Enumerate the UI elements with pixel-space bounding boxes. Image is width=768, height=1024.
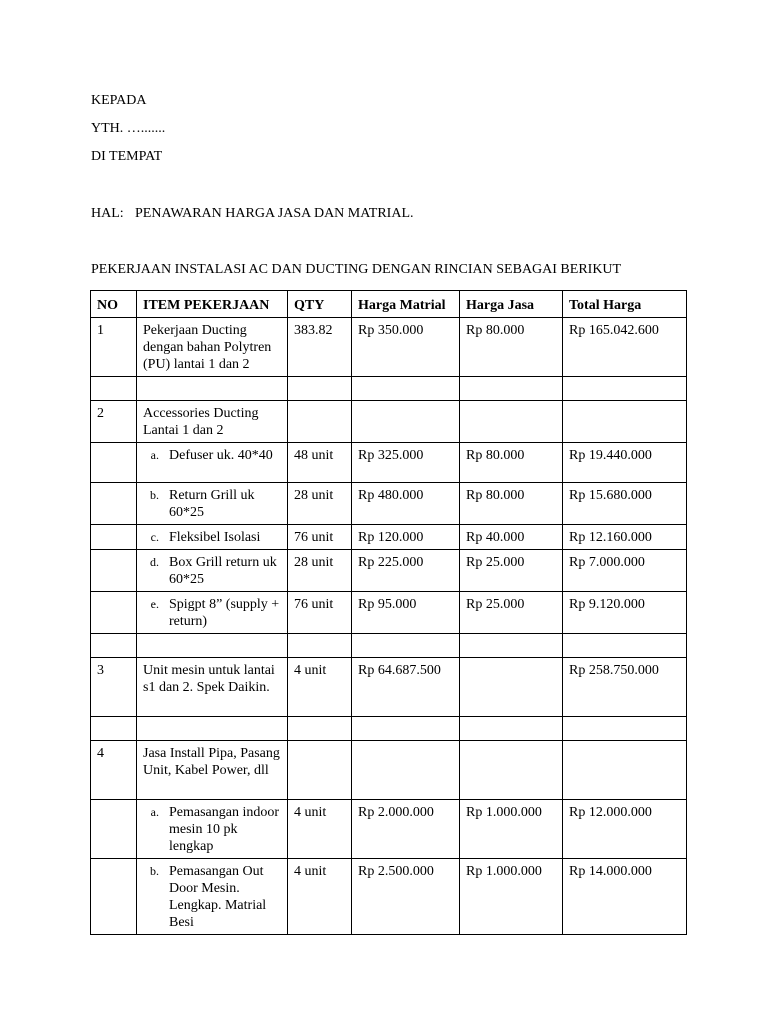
cell-jasa: Rp 25.000: [460, 592, 563, 634]
subject-text: PENAWARAN HARGA JASA DAN MATRIAL.: [135, 206, 414, 221]
cell-qty: 4 unit: [288, 800, 352, 859]
item-text: Box Grill return uk 60*25: [169, 555, 277, 587]
cell-total: Rp 7.000.000: [563, 550, 687, 592]
cell-item: [137, 443, 288, 483]
intro-text: PEKERJAAN INSTALASI AC DAN DUCTING DENGAN RINCIAN SEBAGAI BERIKUT: [91, 262, 622, 277]
col-header-matrial: Harga Matrial: [352, 291, 460, 318]
cell-jasa: Rp 1.000.000: [460, 859, 563, 935]
cell-no: 2: [91, 401, 137, 443]
item-text: Return Grill uk 60*25: [169, 488, 255, 520]
recipient-label: KEPADA: [91, 93, 147, 108]
cell-total: Rp 15.680.000: [563, 483, 687, 525]
cell-qty: 76 unit: [288, 592, 352, 634]
recipient-name: YTH. ….......: [91, 121, 166, 136]
cell-jasa: Rp 40.000: [460, 525, 563, 550]
cell-matrial: Rp 2.500.000: [352, 859, 460, 935]
cell-matrial: Rp 350.000: [352, 318, 460, 377]
cell-matrial: Rp 325.000: [352, 443, 460, 483]
cell-no: 3: [91, 658, 137, 717]
col-header-item: ITEM PEKERJAAN: [137, 291, 288, 318]
item-letter: b.: [150, 864, 159, 878]
cell-item: [137, 483, 288, 525]
cell-matrial: Rp 2.000.000: [352, 800, 460, 859]
cell-jasa: Rp 80.000: [460, 318, 563, 377]
cell-item: [137, 592, 288, 634]
cell-qty: 383.82: [288, 318, 352, 377]
col-header-no: NO: [91, 291, 137, 318]
item-text: Defuser uk. 40*40: [169, 448, 273, 463]
item-letter: d.: [150, 555, 159, 569]
table-row: [91, 859, 687, 935]
cell-jasa: Rp 25.000: [460, 550, 563, 592]
cell-jasa: Rp 80.000: [460, 443, 563, 483]
cell-matrial: Rp 225.000: [352, 550, 460, 592]
cell-item: [137, 859, 288, 935]
cell-no: 1: [91, 318, 137, 377]
table-row: [91, 658, 687, 717]
table-row: [91, 550, 687, 592]
cell-item: [137, 550, 288, 592]
table-row: [91, 741, 687, 800]
table-row: [91, 443, 687, 483]
table-row: [91, 318, 687, 377]
cell-qty: 4 unit: [288, 658, 352, 717]
cell-item: Unit mesin untuk lantai s1 dan 2. Spek Daikin.: [137, 658, 288, 717]
table-row: [91, 483, 687, 525]
cell-item: [137, 525, 288, 550]
price-table: [90, 290, 687, 935]
table-row: [91, 800, 687, 859]
cell-matrial: Rp 480.000: [352, 483, 460, 525]
cell-matrial: Rp 64.687.500: [352, 658, 460, 717]
table-row-blank: [91, 634, 687, 658]
cell-total: Rp 19.440.000: [563, 443, 687, 483]
subject-line: [91, 205, 414, 223]
cell-item: Accessories Ducting Lantai 1 dan 2: [137, 401, 288, 443]
item-letter: e.: [150, 597, 159, 611]
cell-total: Rp 165.042.600: [563, 318, 687, 377]
recipient-place: DI TEMPAT: [91, 149, 163, 164]
subject-label: HAL:: [91, 206, 124, 221]
cell-qty: 28 unit: [288, 483, 352, 525]
table-row: [91, 592, 687, 634]
item-letter: a.: [150, 805, 159, 819]
table-row-blank: [91, 717, 687, 741]
cell-qty: 76 unit: [288, 525, 352, 550]
item-letter: a.: [150, 448, 159, 462]
item-text: Pemasangan Out Door Mesin. Lengkap. Matrial Besi: [169, 864, 267, 930]
col-header-total: Total Harga: [563, 291, 687, 318]
cell-total: Rp 12.000.000: [563, 800, 687, 859]
cell-total: Rp 9.120.000: [563, 592, 687, 634]
cell-item: Pekerjaan Ducting dengan bahan Polytren (PU) lantai 1 dan 2: [137, 318, 288, 377]
cell-total: Rp 14.000.000: [563, 859, 687, 935]
cell-matrial: Rp 120.000: [352, 525, 460, 550]
cell-total: Rp 12.160.000: [563, 525, 687, 550]
table-row-blank: [91, 377, 687, 401]
cell-matrial: Rp 95.000: [352, 592, 460, 634]
cell-jasa: Rp 1.000.000: [460, 800, 563, 859]
cell-no: 4: [91, 741, 137, 800]
item-text: Spigpt 8” (supply + return): [169, 597, 280, 629]
cell-qty: 28 unit: [288, 550, 352, 592]
cell-jasa: Rp 80.000: [460, 483, 563, 525]
item-text: Pemasangan indoor mesin 10 pk lengkap: [169, 805, 280, 854]
table-header-row: [91, 291, 687, 318]
cell-item: Jasa Install Pipa, Pasang Unit, Kabel Power, dll: [137, 741, 288, 800]
col-header-qty: QTY: [288, 291, 352, 318]
cell-jasa: [460, 658, 563, 717]
item-letter: b.: [150, 488, 159, 502]
table-row: [91, 401, 687, 443]
cell-item: [137, 800, 288, 859]
item-letter: c.: [150, 530, 159, 544]
item-text: Fleksibel Isolasi: [169, 530, 261, 545]
col-header-jasa: Harga Jasa: [460, 291, 563, 318]
cell-qty: 4 unit: [288, 859, 352, 935]
table-row: [91, 525, 687, 550]
cell-qty: 48 unit: [288, 443, 352, 483]
cell-total: Rp 258.750.000: [563, 658, 687, 717]
